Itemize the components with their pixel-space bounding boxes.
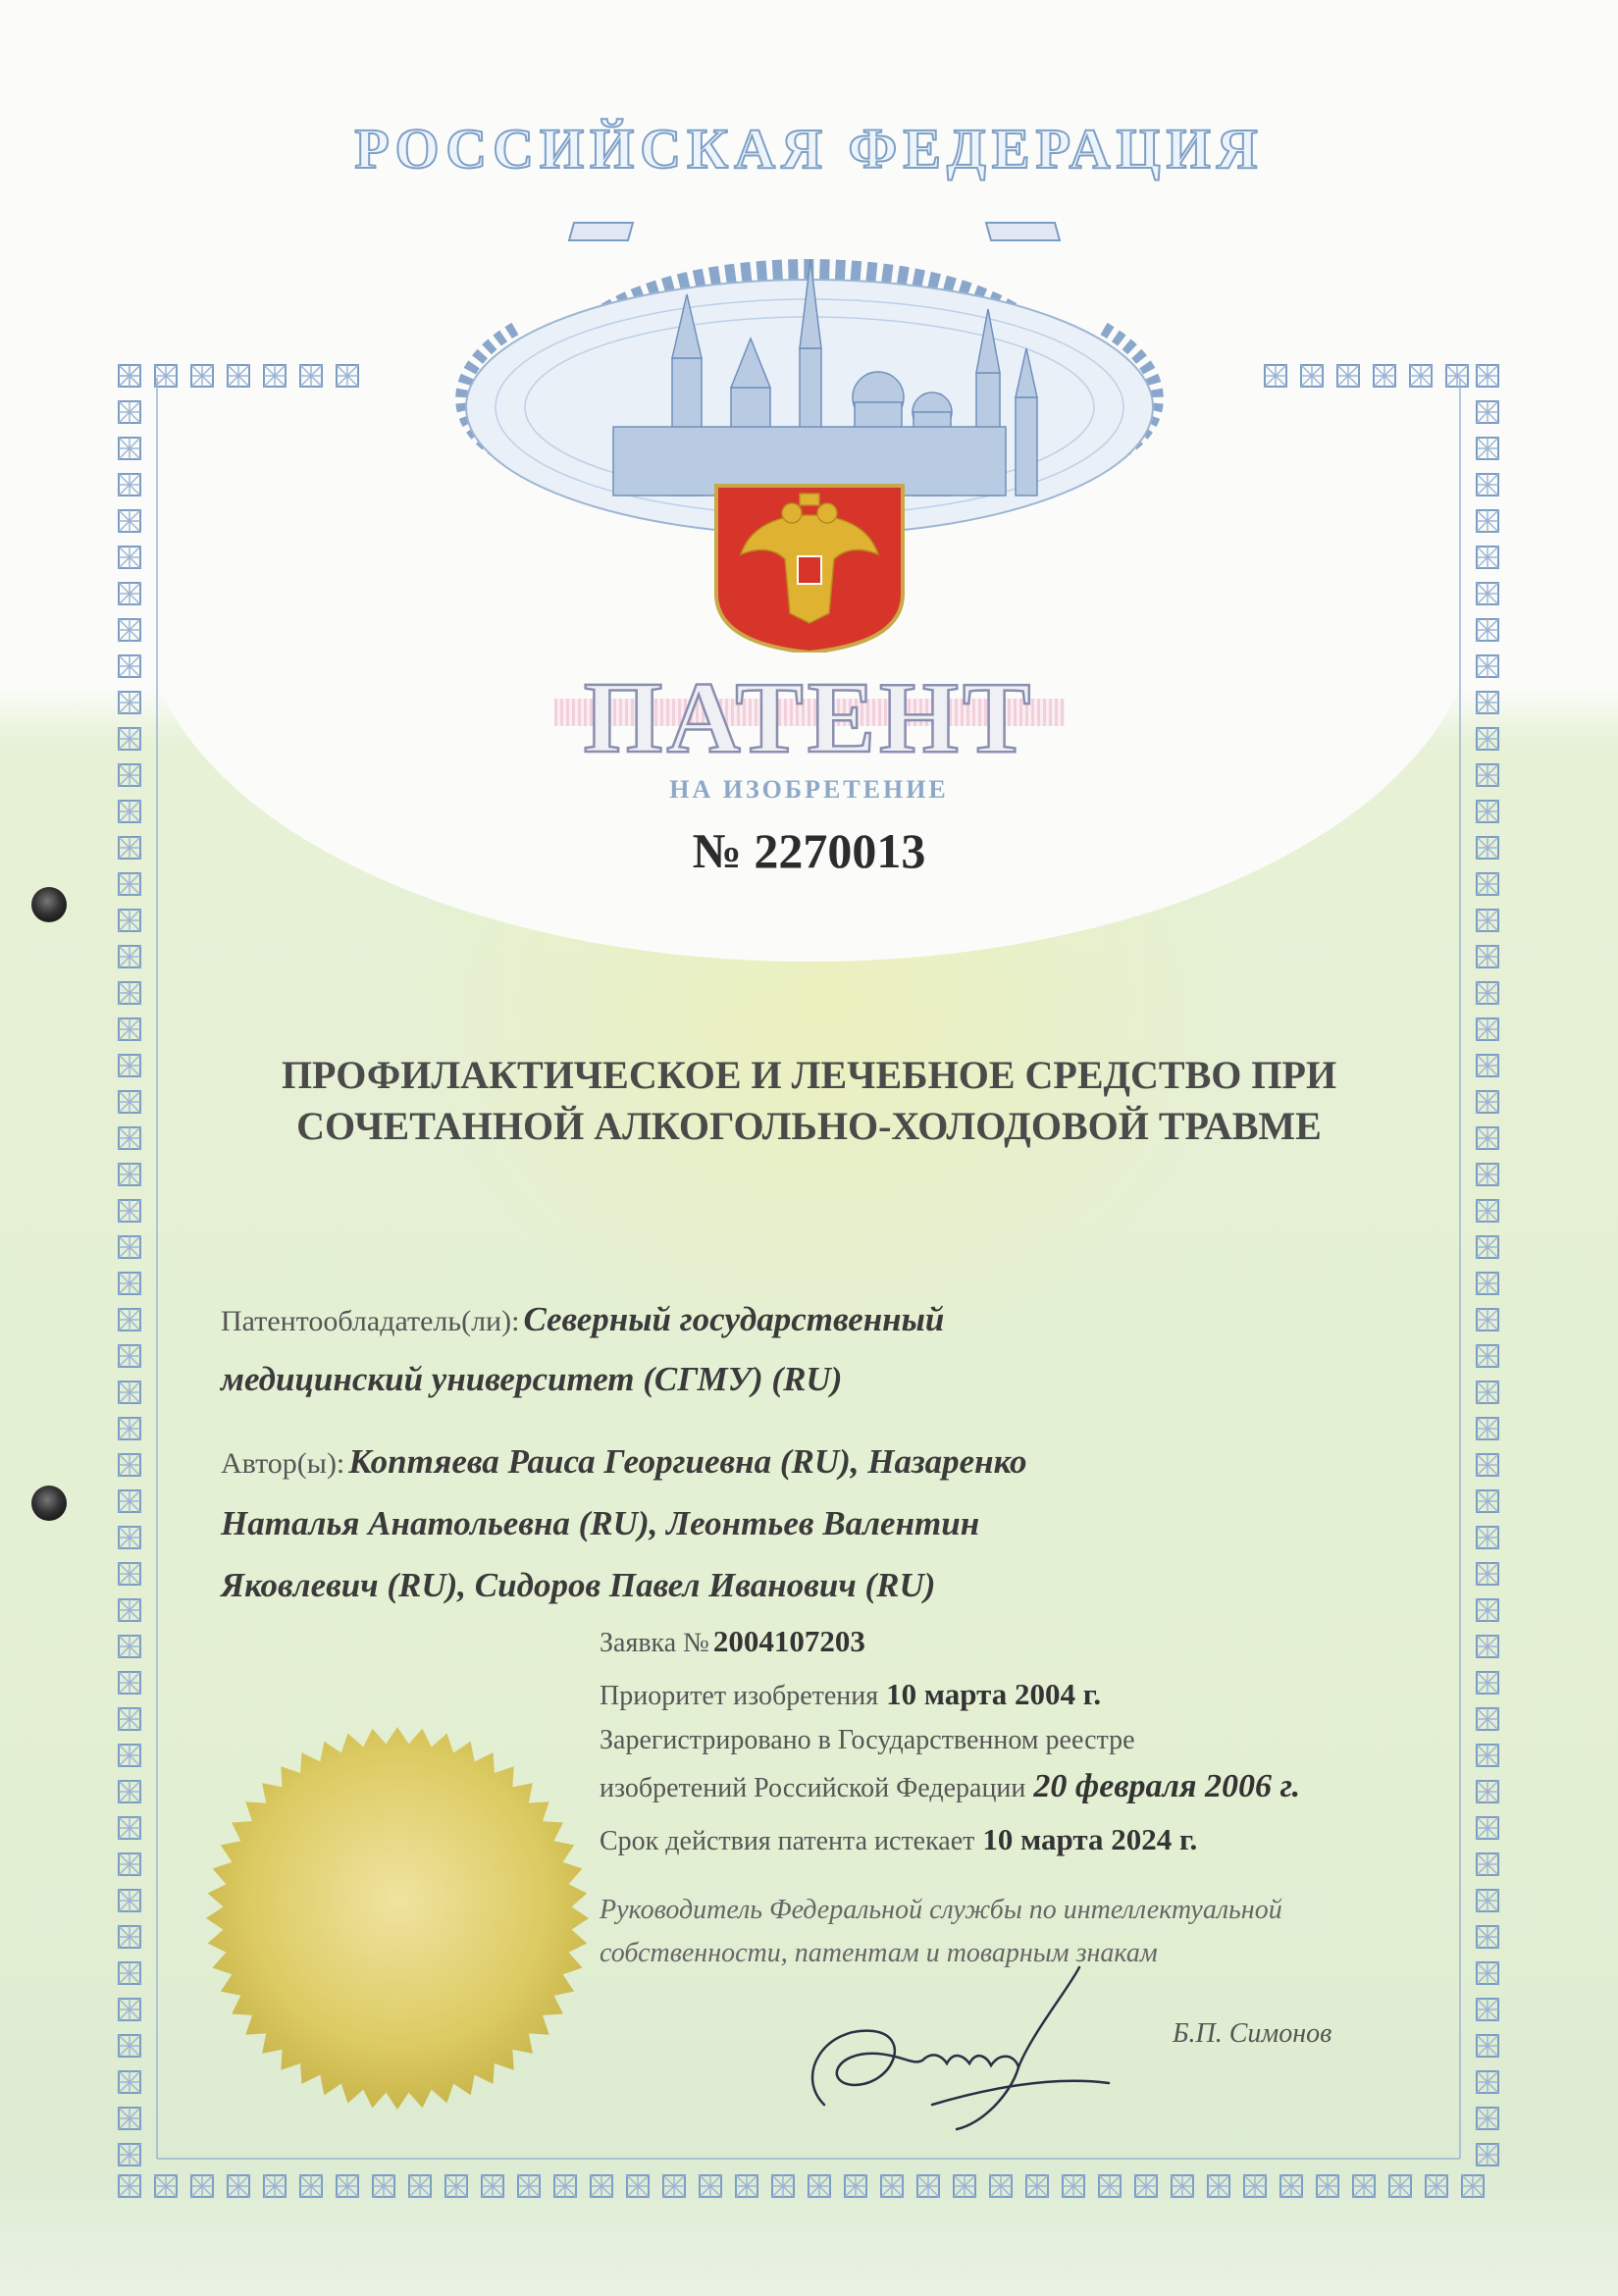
- border-ornament: [119, 1781, 140, 1802]
- border-ornament: [1477, 1745, 1498, 1766]
- border-ornament: [1477, 1999, 1498, 2020]
- priority-label: Приоритет изобретения: [600, 1681, 879, 1711]
- registered-row-1: [600, 1721, 1463, 1760]
- border-ornament: [119, 1745, 140, 1766]
- border-ornament: [119, 583, 140, 604]
- application-row: [600, 1615, 1463, 1668]
- border-ornament: [1477, 1164, 1498, 1185]
- border-ornament: [1477, 438, 1498, 459]
- border-ornament: [119, 1345, 140, 1367]
- border-ornament: [1477, 1781, 1498, 1802]
- border-ornament: [1477, 1817, 1498, 1839]
- signatory-position-line-1: Руководитель Федеральной службы по интеллектуальной: [600, 1895, 1282, 1925]
- border-ornament: [300, 365, 322, 387]
- registered-label-line-1: Зарегистрировано в Государственном реестре: [600, 1725, 1135, 1755]
- expiry-label: Срок действия патента истекает: [600, 1826, 975, 1856]
- border-ornament: [1353, 2175, 1375, 2197]
- border-ornament: [663, 2175, 685, 2197]
- priority-date: 10 марта 2004 г.: [886, 1677, 1102, 1711]
- application-label: Заявка №: [600, 1628, 709, 1658]
- border-ornament: [1477, 1091, 1498, 1113]
- border-ornament: [119, 510, 140, 532]
- border-ornament: [300, 2175, 322, 2197]
- border-ornament: [954, 2175, 975, 2197]
- gold-seal: [201, 1722, 594, 2114]
- border-ornament: [1477, 1672, 1498, 1694]
- border-ornament: [1462, 2175, 1484, 2197]
- border-ornament: [1477, 1382, 1498, 1403]
- border-ornament: [119, 982, 140, 1004]
- border-ornament: [1477, 1127, 1498, 1149]
- border-ornament: [337, 365, 358, 387]
- border-ornament: [119, 1890, 140, 1911]
- border-ornament: [1477, 1309, 1498, 1331]
- border-ornament: [1244, 2175, 1266, 2197]
- signatory-position-line-2: собственности, патентам и товарным знакам: [600, 1938, 1158, 1968]
- border-ornament: [1477, 1018, 1498, 1040]
- border-ornament: [1208, 2175, 1229, 2197]
- border-ornament: [119, 1454, 140, 1476]
- border-ornament: [119, 1853, 140, 1875]
- border-ornament: [1477, 1563, 1498, 1585]
- border-ornament: [1477, 1200, 1498, 1222]
- authors-label: Автор(ы):: [221, 1447, 345, 1480]
- border-ornament: [554, 2175, 576, 2197]
- document-subtitle: НА ИЗОБРЕТЕНИЕ: [669, 775, 949, 804]
- border-ornament: [700, 2175, 721, 2197]
- border-ornament: [1317, 2175, 1338, 2197]
- border-ornament: [1477, 547, 1498, 568]
- patent-number: № 2270013: [692, 823, 926, 878]
- border-ornament: [736, 2175, 757, 2197]
- border-ornament: [1477, 910, 1498, 931]
- border-ornament: [1477, 1636, 1498, 1657]
- border-ornament: [155, 365, 177, 387]
- border-ornament: [119, 1490, 140, 1512]
- expiry-date: 10 марта 2024 г.: [982, 1822, 1198, 1856]
- border-ornament: [119, 365, 140, 387]
- border-ornament: [119, 2108, 140, 2129]
- registered-label-line-2: изобретений Российской Федерации: [600, 1773, 1026, 1803]
- border-ornament: [1477, 510, 1498, 532]
- border-ornament: [1301, 365, 1323, 387]
- authors-line-3: Яковлевич (RU), Сидоров Павел Иванович (RU): [221, 1566, 936, 1604]
- border-ornament: [1477, 1345, 1498, 1367]
- border-ornament: [1477, 401, 1498, 423]
- border-ornament: [1374, 365, 1395, 387]
- border-ornament: [119, 1418, 140, 1439]
- border-ornament: [119, 1672, 140, 1694]
- border-ornament: [409, 2175, 431, 2197]
- border-ornament: [1477, 1599, 1498, 1621]
- border-ornament: [155, 2175, 177, 2197]
- registration-details: [600, 1615, 1463, 1866]
- border-ornament: [627, 2175, 649, 2197]
- invention-title-line-2: СОЧЕТАННОЙ АЛКОГОЛЬНО-ХОЛОДОВОЙ ТРАВМЕ: [296, 1104, 1322, 1148]
- border-ornament: [119, 2071, 140, 2093]
- border-ornament: [990, 2175, 1012, 2197]
- border-ornament: [591, 2175, 612, 2197]
- border-ornament: [191, 2175, 213, 2197]
- border-ornament: [1446, 365, 1468, 387]
- border-ornament: [119, 2175, 140, 2197]
- border-ornament: [1063, 2175, 1084, 2197]
- border-ornament: [1477, 583, 1498, 604]
- border-ornament: [1426, 2175, 1447, 2197]
- authors-line-1: Коптяева Раиса Георгиевна (RU), Назаренко: [348, 1442, 1027, 1481]
- border-ornament: [119, 401, 140, 423]
- border-ornament: [119, 1599, 140, 1621]
- border-ornament: [119, 2035, 140, 2057]
- border-ornament: [1265, 365, 1286, 387]
- border-ornament: [1477, 365, 1498, 387]
- border-ornament: [1477, 1055, 1498, 1076]
- border-ornament: [1477, 474, 1498, 496]
- border-ornament: [1389, 2175, 1411, 2197]
- binder-hole: [31, 1486, 67, 1521]
- border-ornament: [119, 910, 140, 931]
- border-ornament: [1099, 2175, 1121, 2197]
- border-ornament: [119, 1018, 140, 1040]
- signatory-name: Б.П. Симонов: [1173, 2018, 1332, 2049]
- border-ornament: [445, 2175, 467, 2197]
- border-ornament: [1477, 1273, 1498, 1294]
- registered-date: 20 февраля 2006 г.: [1033, 1768, 1301, 1804]
- border-ornament: [1477, 2108, 1498, 2129]
- border-ornament: [1410, 365, 1432, 387]
- border-ornament: [119, 1999, 140, 2020]
- authors-block: [221, 1435, 1310, 1620]
- border-ornament: [119, 1273, 140, 1294]
- border-ornament: [119, 547, 140, 568]
- binder-hole: [31, 887, 67, 922]
- border-ornament: [1477, 1454, 1498, 1476]
- priority-row: [600, 1668, 1463, 1721]
- border-ornament: [1477, 2035, 1498, 2057]
- border-ornament: [772, 2175, 794, 2197]
- border-ornament: [119, 1636, 140, 1657]
- border-ornament: [1477, 1527, 1498, 1548]
- border-ornament: [373, 2175, 394, 2197]
- registered-row-2: [600, 1760, 1463, 1813]
- border-ornament: [1280, 2175, 1302, 2197]
- handwritten-signature: [785, 1957, 1138, 2144]
- border-ornament: [1477, 1418, 1498, 1439]
- border-ornament: [1172, 2175, 1193, 2197]
- border-ornament: [518, 2175, 540, 2197]
- border-ornament: [119, 1817, 140, 1839]
- border-ornament: [1477, 2071, 1498, 2093]
- expiry-row: [600, 1813, 1463, 1866]
- border-ornament: [917, 2175, 939, 2197]
- border-ornament: [119, 2144, 140, 2166]
- patent-holder-block: [221, 1293, 1202, 1413]
- invention-title-line-1: ПРОФИЛАКТИЧЕСКОЕ И ЛЕЧЕБНОЕ СРЕДСТВО ПРИ: [281, 1053, 1337, 1097]
- border-ornament: [119, 619, 140, 641]
- border-ornament: [264, 365, 286, 387]
- border-ornament: [191, 365, 213, 387]
- border-ornament: [264, 2175, 286, 2197]
- kremlin-emblem: [388, 201, 1231, 652]
- border-ornament: [1135, 2175, 1157, 2197]
- patent-holder-value-line-2: медицинский университет (СГМУ) (RU): [221, 1360, 843, 1398]
- border-ornament: [119, 1926, 140, 1948]
- border-ornament: [119, 1236, 140, 1258]
- border-ornament: [1477, 1490, 1498, 1512]
- invention-title: [157, 1050, 1461, 1152]
- border-ornament: [881, 2175, 903, 2197]
- border-ornament: [228, 2175, 249, 2197]
- border-ornament: [1477, 1853, 1498, 1875]
- border-ornament: [1026, 2175, 1048, 2197]
- patent-holder-label: Патентообладатель(ли):: [221, 1305, 520, 1337]
- border-ornament: [228, 365, 249, 387]
- border-ornament: [119, 1527, 140, 1548]
- border-ornament: [119, 1091, 140, 1113]
- document-type-title: ПАТЕНТ: [583, 661, 1035, 774]
- border-ornament: [1477, 2144, 1498, 2166]
- border-ornament: [1477, 946, 1498, 967]
- border-ornament: [337, 2175, 358, 2197]
- application-number: 2004107203: [712, 1624, 865, 1658]
- border-ornament: [119, 1200, 140, 1222]
- border-ornament: [119, 1127, 140, 1149]
- border-ornament: [119, 474, 140, 496]
- border-ornament: [1477, 1236, 1498, 1258]
- border-ornament: [119, 1055, 140, 1076]
- authors-line-2: Наталья Анатольевна (RU), Леонтьев Валентин: [221, 1504, 980, 1542]
- border-ornament: [1337, 365, 1359, 387]
- country-title: РОССИЙСКАЯ ФЕДЕРАЦИЯ: [354, 117, 1264, 181]
- border-ornament: [119, 1164, 140, 1185]
- border-ornament: [119, 1962, 140, 1984]
- border-ornament: [119, 1563, 140, 1585]
- border-ornament: [1477, 982, 1498, 1004]
- border-ornament: [119, 438, 140, 459]
- border-ornament: [119, 1708, 140, 1730]
- border-ornament: [809, 2175, 830, 2197]
- border-ornament: [845, 2175, 866, 2197]
- border-ornament: [1477, 1708, 1498, 1730]
- border-ornament: [119, 1309, 140, 1331]
- border-ornament: [482, 2175, 503, 2197]
- border-ornament: [119, 1382, 140, 1403]
- border-ornament: [119, 946, 140, 967]
- patent-holder-value-line-1: Северный государственный: [523, 1300, 945, 1338]
- border-ornament: [1477, 619, 1498, 641]
